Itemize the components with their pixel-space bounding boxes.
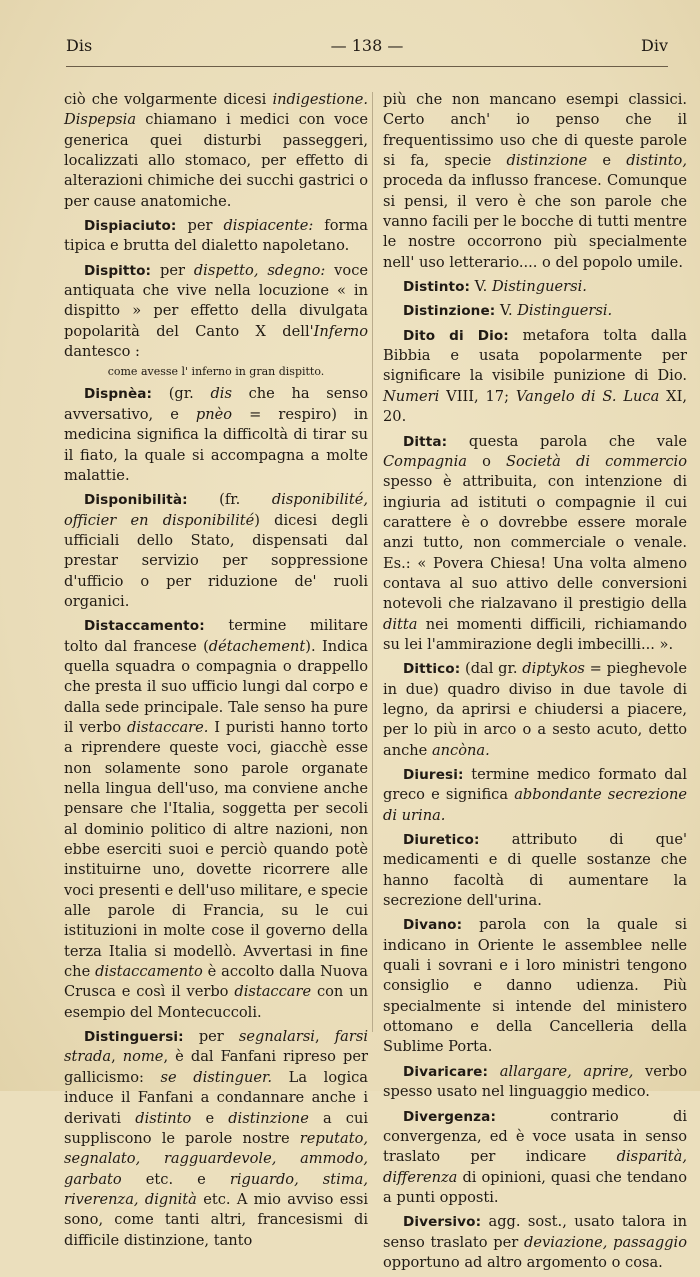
entry-text: termine medico formato dal greco e significa [383, 766, 687, 804]
entry-text: forma tipica e brutta del dialetto napoletano. [64, 217, 369, 255]
right-column [383, 90, 687, 1277]
entry-text: , è dal Fanfani ripreso per gallicismo: [64, 1048, 368, 1086]
italic-term: détachement [208, 637, 306, 655]
entry-text: spesso è attribuita, con intenzione di ingiuria ad istituti o compagnie il cui carattere è o dovrebbe essere morale anzi tutto, non commerciale o venale. Es.: « Povera Chiesa! Una volta almeno contava al suo attivo delle conversioni notevoli che rialzavano il prestigio della [383, 473, 687, 613]
entry-text: voce antiquata che vive nella locuzione « in dispitto » per effetto della divulgata popolarità del Canto X dell' [64, 261, 369, 340]
italic-term: ancòna. [431, 741, 490, 759]
dictionary-entry [383, 277, 687, 297]
italic-term: deviazione, passaggio [523, 1233, 687, 1251]
entry-text: (dal gr. [460, 660, 523, 678]
entry-text: proceda da influsso francese. Comunque si pensi, il vero è che son parole che vanno facili per le bocche di tutti mentre le nostre occorrono più specialmente nell' uso letterario.... o del popolo umile. [383, 172, 687, 271]
running-header [66, 36, 668, 60]
entry-headword: Diuresi: [403, 767, 464, 783]
entry-text: V. [495, 302, 518, 320]
entry-headword: Diuretico: [403, 832, 480, 849]
entry-headword: Dito di Dio: [403, 327, 509, 344]
entry-text: per [176, 217, 224, 235]
dictionary-entry [383, 1107, 687, 1209]
entry-text: VIII, 17; [439, 387, 516, 405]
italic-term: allargare, aprire, [499, 1062, 634, 1080]
entry-text: (gr. [152, 385, 211, 403]
entry-text: opportuno ad altro argomento o cosa. [383, 1253, 663, 1271]
italic-term: Inferno [313, 322, 368, 340]
page-number: — 138 — [330, 36, 404, 55]
italic-term: nome [122, 1048, 164, 1066]
dictionary-entry [383, 432, 687, 656]
entry-headword: Divaricare: [403, 1063, 489, 1080]
entry-text: metafora tolta dalla Bibbia e usata popolarmente per significare la visibile punizione di Dio. [383, 326, 687, 385]
header-rule [66, 66, 668, 67]
entry-text: verbo spesso usato nel linguaggio medico. [383, 1062, 687, 1101]
entry-text: termine militare tolto dal francese ( [64, 617, 368, 655]
dictionary-entry [64, 616, 368, 1023]
entry-text: , [314, 1028, 335, 1046]
entry-text [488, 1063, 500, 1080]
entry-text: I puristi hanno torto a riprendere queste voci, giacchè esse non solamente sono parole organate nella lingua dell'uso, ma conviene anche pensare che l'Italia, soggetta per secoli al dominio politico di altre nazioni, non ebbe eserciti suoi e perciò quando potè instituirne uno, dovette ricorrere alle voci presenti e dell'uso militare, e specie alle parole di Francia, su le cui istituzioni in molte cose il governo della terza Italia si modellò. Avvertasi in fine che [64, 718, 368, 981]
italic-term: segnalarsi [238, 1028, 315, 1046]
entry-text: e [587, 152, 627, 170]
entry-text: dantesco : [64, 343, 140, 361]
entry-text: V. [470, 278, 492, 296]
italic-term: Società di commercio [506, 452, 687, 470]
entry-headword: Ditta: [403, 433, 448, 450]
entry-text: di opinioni, quasi che tendano a punti opposti. [383, 1168, 687, 1206]
dictionary-entry [383, 765, 687, 826]
dictionary-entry [383, 659, 687, 761]
entry-text: (fr. [187, 491, 272, 509]
dictionary-entry [64, 384, 368, 486]
entry-text: , [111, 1048, 123, 1066]
entry-text: agg. sost., usato talora in senso traslato per [383, 1213, 687, 1251]
italic-term: Compagnia [383, 452, 467, 470]
italic-term: disparità, differenza [383, 1148, 687, 1186]
entry-headword: Dispitto: [84, 262, 152, 279]
entry-headword: Distinguersi: [84, 1029, 184, 1046]
italic-term: dis [210, 385, 232, 403]
dictionary-entry [383, 1212, 687, 1273]
header-left-guide-word: Dis [66, 36, 93, 55]
italic-term: Distinguersi. [517, 302, 613, 320]
entry-text: ) dicesi degli ufficiali dello Stato, dispensati dal prestar servizio per soppressione d'ufficio o per riduzione de' ruoli organici. [64, 511, 368, 610]
italic-term: distaccamento [95, 963, 203, 981]
dictionary-entry [64, 490, 368, 612]
entry-headword: Diversivo: [403, 1214, 482, 1231]
italic-term: reputato, segnalato, ragguardevole, ammodo, garbato [64, 1129, 368, 1188]
entry-text: e [191, 1109, 229, 1127]
dictionary-entry [383, 830, 687, 911]
entry-text: parola con la quale si indicano in Oriente le assemblee nelle quali i sovrani e i loro ministri tengono consiglio e danno udienza. Più specialmente si intende del ministero ottomano e della Cancelleria della Sublime Porta. [383, 916, 687, 1056]
dictionary-entry [64, 90, 368, 212]
entry-headword: Distinto: [403, 279, 471, 296]
entry-text: etc. A mio avviso essi sono, come tanti altri, francesismi di difficile distinzione, tanto [64, 1190, 369, 1249]
italic-term: se distinguer. [160, 1068, 273, 1086]
dictionary-entry [383, 326, 687, 428]
italic-term: distaccare [234, 983, 312, 1001]
entry-text: che ha senso avversativo, e [64, 385, 369, 423]
entry-headword: Distinzione: [403, 303, 496, 320]
entry-text: XI, 20. [383, 387, 687, 426]
dictionary-entry [64, 216, 368, 257]
italic-term: distinto, [626, 152, 687, 170]
italic-term: distinzione [228, 1109, 309, 1127]
entry-headword: Dittico: [403, 661, 461, 678]
italic-term: disponibilité, officier en disponibilité [64, 491, 368, 529]
entry-headword: Distaccamento: [84, 618, 205, 635]
dictionary-entry [383, 915, 687, 1057]
entry-text: questa parola che vale [447, 432, 687, 450]
italic-term: distaccare. [127, 718, 209, 736]
entry-text: per [151, 261, 194, 279]
left-column [64, 90, 368, 1255]
italic-term: ditta [383, 615, 418, 633]
italic-term: distinto [135, 1109, 192, 1127]
header-right-guide-word: Div [641, 36, 668, 55]
dictionary-entry [383, 1062, 687, 1103]
italic-term: Dispepsia [64, 111, 137, 129]
entry-text: ). Indica quella squadra o compagnia o drappello che presta il suo ufficio lungi dal corpo e dalla sede principale. Tale senso ha pure il verbo [64, 637, 368, 736]
dictionary-entry [64, 1027, 368, 1251]
italic-term: pnèo [195, 405, 233, 423]
dictionary-entry [64, 261, 368, 363]
entry-text: più che non mancano esempi classici. Certo anch' io penso che il frequentissimo uso che di queste parole si fa, specie [383, 91, 687, 170]
italic-term: dispetto, sdegno: [193, 261, 326, 279]
italic-term: indigestione. [272, 91, 368, 108]
entry-text: = respiro) in medicina significa la difficoltà di tirar su il fiato, la quale si accompagna a molte malattie. [64, 405, 369, 484]
entry-text: attributo di que' medicamenti e di quelle sostanze che hanno facoltà di aumentare la secrezione dell'urina. [383, 831, 687, 910]
quotation-line [64, 364, 368, 380]
italic-term: abbondante secrezione di urina. [383, 786, 687, 824]
entry-text: come avesse l' inferno in gran dispitto. [107, 365, 325, 379]
entry-headword: Dispiaciuto: [84, 218, 177, 235]
dictionary-entry [383, 301, 687, 321]
entry-text: contrario di convergenza, ed è voce usata in senso traslato per indicare [383, 1107, 687, 1166]
italic-term: Distinguersi. [491, 278, 587, 296]
entry-headword: Divergenza: [403, 1108, 496, 1125]
entry-text: chiamano i medici con voce generica quei disturbi passeggeri, localizzati allo stomaco, per effetto di alterazioni chimiche dei succhi gastrici o per cause anatomiche. [64, 111, 368, 210]
italic-term: dispiacente: [223, 217, 314, 235]
entry-text: o [466, 452, 507, 470]
entry-text: per [183, 1028, 239, 1046]
entry-text: è accolto dalla Nuova Crusca e così il verbo [64, 963, 368, 1001]
entry-text: etc. e [121, 1170, 230, 1188]
column-divider [372, 92, 373, 1032]
italic-term: farsi strada [64, 1028, 368, 1066]
italic-term: Vangelo di S. Luca [515, 387, 660, 405]
entry-headword: Disponibilità: [84, 492, 188, 509]
entry-headword: Divano: [403, 917, 463, 934]
italic-term: Numeri [383, 387, 440, 405]
italic-term: distinzione [506, 152, 588, 170]
entry-text: con un esempio del Montecuccoli. [64, 983, 368, 1021]
entry-text: ciò che volgarmente dicesi [64, 91, 273, 108]
entry-headword: Dispnèa: [84, 386, 153, 403]
entry-text: = pieghevole in due) quadro diviso in due tavole di legno, da aprirsi e chiudersi a piacere, per lo più in arco o a sesto acuto, detto anche [383, 660, 687, 759]
entry-text: a cui suppliscono le parole nostre [64, 1109, 369, 1147]
dictionary-entry [383, 90, 687, 273]
entry-text: nei momenti difficili, richiamando su lei l'ammirazione degli imbecilli... ». [383, 615, 687, 653]
entry-text: La logica induce il Fanfani a condannare anche i derivati [64, 1068, 368, 1127]
italic-term: diptykos [522, 660, 585, 678]
italic-term: riguardo, stima, riverenza, dignità [64, 1170, 368, 1208]
